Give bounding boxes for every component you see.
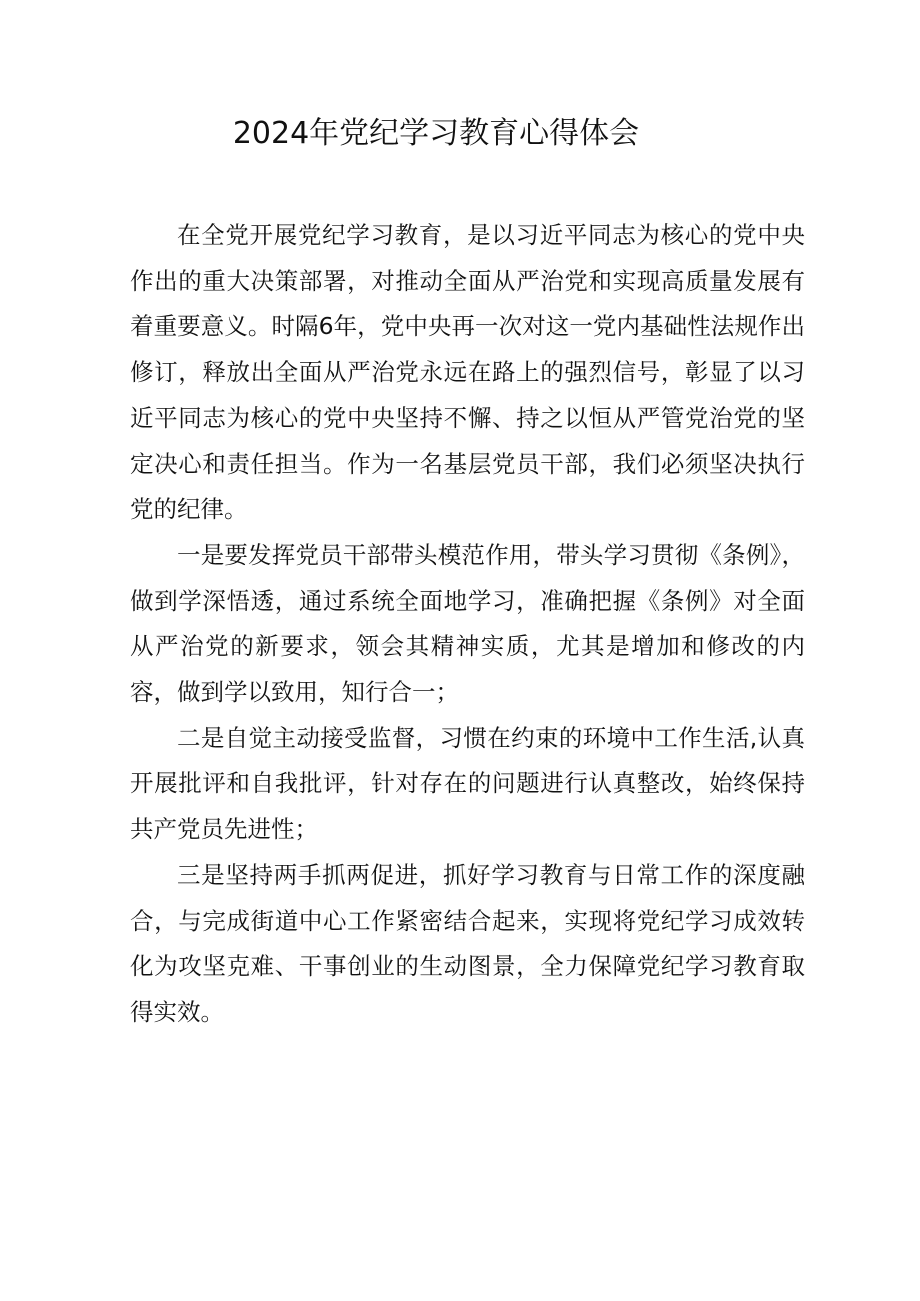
document-title: 2024年党纪学习教育心得体会 <box>232 116 640 151</box>
paragraph-point-two: 二是自觉主动接受监督，习惯在约束的环境中工作生活,认真开展批评和自我批评，针对存在的问题进行认真整改，始终保持共产党员先进性； <box>130 723 805 844</box>
paragraph-point-three: 三是坚持两手抓两促进，抓好学习教育与日常工作的深度融合，与完成街道中心工作紧密结合起来，实现将党纪学习成效转化为攻坚克难、干事创业的生动图景，全力保障党纪学习教育取得实效。 <box>130 860 805 1026</box>
document-body <box>130 213 805 1036</box>
paragraph-point-one: 一是要发挥党员干部带头模范作用，带头学习贯彻《条例》，做到学深悟透，通过系统全面地学习，准确把握《条例》对全面从严治党的新要求，领会其精神实质，尤其是增加和修改的内容，做到学以致用，知行合一； <box>130 540 805 707</box>
paragraph-intro: 在全党开展党纪学习教育，是以习近平同志为核心的党中央作出的重大决策部署，对推动全面从严治党和实现高质量发展有着重要意义。时隔6年，党中央再一次对这一党内基础性法规作出修订，释放出全面从严治党永远在路上的强烈信号，彰显了以习近平同志为核心的党中央坚持不懈、持之以恒从严管党治党的坚定决心和责任担当。作为一名基层党员干部，我们必须坚决执行党的纪律。 <box>130 221 805 524</box>
